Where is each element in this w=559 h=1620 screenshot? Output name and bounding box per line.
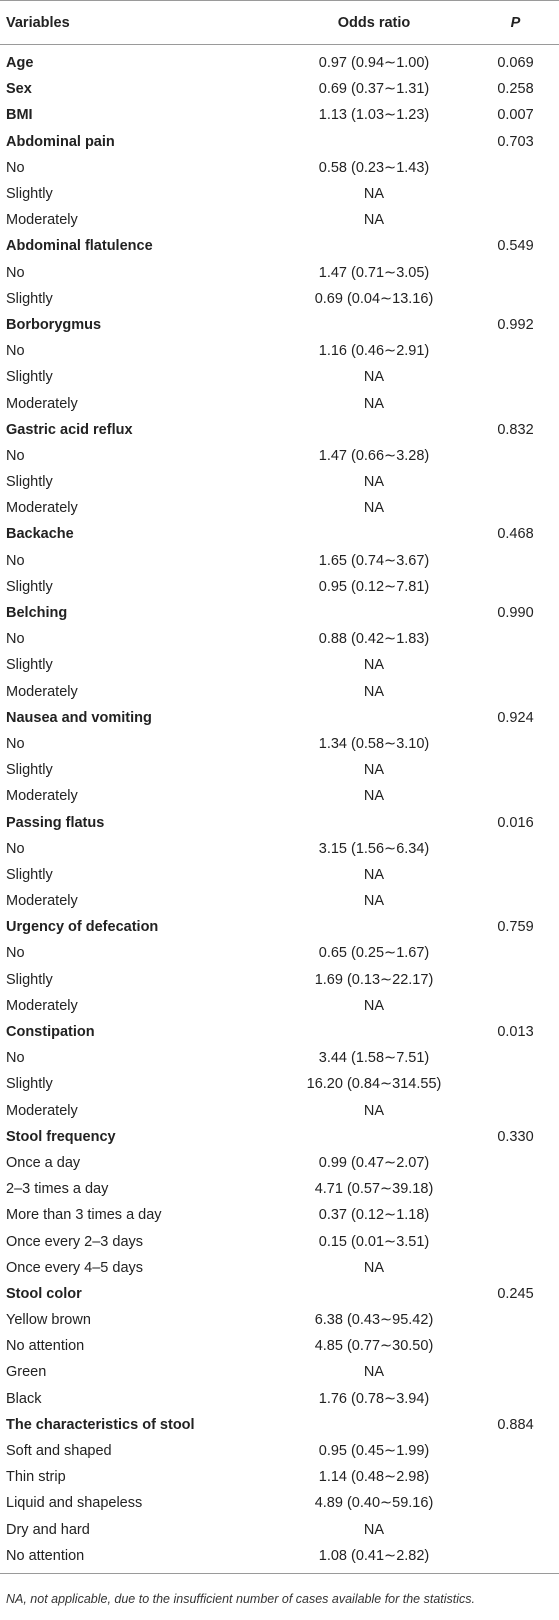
odds-ratio-cell: NA xyxy=(363,788,385,805)
variable-cell: Slightly xyxy=(6,866,53,883)
odds-ratio-cell: 0.99 (0.47∼2.07) xyxy=(318,1154,430,1171)
p-value-cell xyxy=(472,1071,559,1097)
odds-ratio-cell: 1.13 (1.03∼1.23) xyxy=(318,107,430,124)
header-variables: Variables xyxy=(0,1,276,45)
variable-cell: Slightly xyxy=(6,186,53,203)
table-row xyxy=(0,836,559,862)
variable-cell: No xyxy=(6,631,25,648)
table-row xyxy=(0,574,559,600)
table-row xyxy=(0,1255,559,1281)
p-value-cell xyxy=(472,574,559,600)
table-row xyxy=(0,1045,559,1071)
table-row xyxy=(0,626,559,652)
variable-cell: Moderately xyxy=(6,212,78,229)
table-body xyxy=(0,45,559,1574)
odds-ratio-cell: NA xyxy=(363,212,385,229)
p-value-cell: 0.069 xyxy=(497,55,534,72)
group-row xyxy=(0,809,559,835)
odds-ratio-cell: NA xyxy=(363,683,385,700)
variable-cell: Slightly xyxy=(6,657,53,674)
odds-ratio-cell: 0.37 (0.12∼1.18) xyxy=(318,1207,430,1224)
odds-ratio-cell: NA xyxy=(363,762,385,779)
odds-ratio-cell: NA xyxy=(363,866,385,883)
p-value-cell xyxy=(472,1045,559,1071)
variable-cell: Slightly xyxy=(6,971,53,988)
variable-cell: Once every 4–5 days xyxy=(6,1259,144,1276)
table-row xyxy=(0,1228,559,1254)
p-value-cell: 0.990 xyxy=(497,605,534,622)
p-value-cell xyxy=(472,207,559,233)
odds-ratio-cell: 0.97 (0.94∼1.00) xyxy=(318,55,430,72)
variable-cell: No xyxy=(6,552,25,569)
variable-cell: Backache xyxy=(6,526,74,543)
odds-ratio-cell: 0.95 (0.12∼7.81) xyxy=(318,578,430,595)
variable-cell: No xyxy=(6,159,25,176)
p-value-cell xyxy=(472,548,559,574)
table-footnote: NA, not applicable, due to the insufficient number of cases available for the statistics. xyxy=(6,1592,476,1606)
variable-cell: Moderately xyxy=(6,395,78,412)
variable-cell: No attention xyxy=(0,1543,276,1574)
variable-cell: Slightly xyxy=(6,369,53,386)
p-value-cell: 0.013 xyxy=(497,1024,534,1041)
variable-cell: Thin strip xyxy=(6,1469,66,1486)
odds-ratio-cell xyxy=(276,129,472,155)
variable-cell: No xyxy=(6,735,25,752)
odds-ratio-cell: 3.44 (1.58∼7.51) xyxy=(318,1050,430,1067)
group-row xyxy=(0,1412,559,1438)
group-row xyxy=(0,521,559,547)
odds-ratio-cell: NA xyxy=(363,1259,385,1276)
odds-ratio-cell xyxy=(276,914,472,940)
p-value-cell: 0.007 xyxy=(497,107,534,124)
odds-ratio-cell xyxy=(276,1124,472,1150)
table-row xyxy=(0,495,559,521)
odds-ratio-cell: 6.38 (0.43∼95.42) xyxy=(314,1312,434,1329)
table-row xyxy=(0,731,559,757)
table-row xyxy=(0,940,559,966)
variable-cell: Gastric acid reflux xyxy=(6,421,133,438)
group-row xyxy=(0,417,559,443)
variable-cell: Moderately xyxy=(6,1102,78,1119)
group-row xyxy=(0,45,559,77)
odds-ratio-cell: 1.65 (0.74∼3.67) xyxy=(318,552,430,569)
p-value-cell xyxy=(472,1464,559,1490)
odds-ratio-cell: 0.15 (0.01∼3.51) xyxy=(318,1233,430,1250)
group-row xyxy=(0,705,559,731)
variable-cell: The characteristics of stool xyxy=(6,1416,195,1433)
variable-cell: No xyxy=(6,343,25,360)
variable-cell: Stool frequency xyxy=(6,1128,116,1145)
table-row xyxy=(0,390,559,416)
p-value-cell: 0.468 xyxy=(497,526,534,543)
p-value-cell: 0.258 xyxy=(497,81,534,98)
table-row xyxy=(0,286,559,312)
group-row xyxy=(0,1281,559,1307)
odds-ratio-cell: NA xyxy=(363,369,385,386)
table-row xyxy=(0,155,559,181)
table-row xyxy=(0,1386,559,1412)
variable-cell: Moderately xyxy=(6,683,78,700)
header-odds-ratio: Odds ratio xyxy=(276,1,472,45)
variable-cell: No xyxy=(6,840,25,857)
group-row xyxy=(0,1124,559,1150)
variable-cell: Borborygmus xyxy=(6,316,102,333)
p-value-cell xyxy=(472,626,559,652)
variable-cell: Moderately xyxy=(6,893,78,910)
p-value-cell xyxy=(472,888,559,914)
p-value-cell xyxy=(472,862,559,888)
variable-cell: Belching xyxy=(6,605,68,622)
odds-ratio-cell: 0.95 (0.45∼1.99) xyxy=(318,1443,430,1460)
group-row xyxy=(0,312,559,338)
p-value-cell xyxy=(472,1150,559,1176)
table-row xyxy=(0,364,559,390)
p-value-cell xyxy=(472,390,559,416)
variable-cell: Yellow brown xyxy=(6,1312,91,1329)
table-row xyxy=(0,783,559,809)
odds-ratio-cell: 16.20 (0.84∼314.55) xyxy=(306,1076,442,1093)
odds-ratio-cell: 1.47 (0.71∼3.05) xyxy=(318,264,430,281)
p-value-cell xyxy=(472,1386,559,1412)
odds-ratio-cell: 1.69 (0.13∼22.17) xyxy=(314,971,434,988)
odds-ratio-cell: 4.71 (0.57∼39.18) xyxy=(314,1181,434,1198)
odds-ratio-cell: 3.15 (1.56∼6.34) xyxy=(318,840,430,857)
table-header xyxy=(0,1,559,45)
odds-ratio-cell: NA xyxy=(363,1521,385,1538)
p-value-cell xyxy=(472,364,559,390)
variable-cell: Slightly xyxy=(6,474,53,491)
p-value-cell xyxy=(472,1438,559,1464)
odds-ratio-cell: NA xyxy=(363,1102,385,1119)
table-row xyxy=(0,1202,559,1228)
p-value-cell xyxy=(472,286,559,312)
odds-ratio-cell: 0.88 (0.42∼1.83) xyxy=(318,631,430,648)
p-value-cell xyxy=(472,1490,559,1516)
table-row xyxy=(0,1517,559,1543)
table-row xyxy=(0,862,559,888)
variable-cell: Slightly xyxy=(6,578,53,595)
table-row xyxy=(0,1543,559,1574)
variable-cell: Passing flatus xyxy=(6,814,105,831)
variable-cell: 2–3 times a day xyxy=(6,1181,109,1198)
table-row xyxy=(0,967,559,993)
variable-cell: Abdominal pain xyxy=(6,133,115,150)
table-row xyxy=(0,1359,559,1385)
p-value-cell xyxy=(472,1517,559,1543)
variable-cell: Urgency of defecation xyxy=(6,919,159,936)
p-value-cell xyxy=(472,757,559,783)
odds-ratio-cell: 4.85 (0.77∼30.50) xyxy=(314,1338,434,1355)
group-row xyxy=(0,233,559,259)
p-value-cell: 0.549 xyxy=(497,238,534,255)
table-row xyxy=(0,679,559,705)
odds-ratio-cell xyxy=(276,1019,472,1045)
variable-cell: No xyxy=(6,945,25,962)
p-value-cell xyxy=(472,443,559,469)
odds-ratio-cell: 1.47 (0.66∼3.28) xyxy=(318,447,430,464)
header-p: P xyxy=(472,1,559,45)
p-value-cell: 0.832 xyxy=(497,421,534,438)
odds-ratio-cell: NA xyxy=(363,893,385,910)
variable-cell: More than 3 times a day xyxy=(6,1207,162,1224)
variable-cell: Age xyxy=(6,55,34,72)
odds-ratio-cell: NA xyxy=(363,657,385,674)
odds-ratio-cell: 0.65 (0.25∼1.67) xyxy=(318,945,430,962)
variable-cell: Black xyxy=(6,1390,42,1407)
group-row xyxy=(0,102,559,128)
p-value-cell xyxy=(472,181,559,207)
variable-cell: BMI xyxy=(6,107,33,124)
odds-ratio-cell xyxy=(276,600,472,626)
table-row xyxy=(0,1333,559,1359)
p-value-cell xyxy=(472,155,559,181)
variable-cell: No attention xyxy=(6,1338,85,1355)
p-value-cell xyxy=(472,679,559,705)
p-value-cell xyxy=(472,1359,559,1385)
odds-ratio-cell xyxy=(276,809,472,835)
odds-ratio-cell: NA xyxy=(363,474,385,491)
variable-cell: Liquid and shapeless xyxy=(6,1495,143,1512)
odds-ratio-cell: NA xyxy=(363,186,385,203)
variable-cell: Sex xyxy=(6,81,32,98)
table-row xyxy=(0,443,559,469)
odds-ratio-cell xyxy=(276,1281,472,1307)
odds-ratio-cell: NA xyxy=(363,1364,385,1381)
odds-ratio-cell xyxy=(276,417,472,443)
table-row xyxy=(0,1464,559,1490)
group-row xyxy=(0,76,559,102)
table-row xyxy=(0,260,559,286)
odds-ratio-cell: NA xyxy=(363,500,385,517)
odds-ratio-cell: 1.14 (0.48∼2.98) xyxy=(318,1469,430,1486)
table-row xyxy=(0,338,559,364)
p-value-cell xyxy=(472,940,559,966)
group-row xyxy=(0,1019,559,1045)
variable-cell: Moderately xyxy=(6,997,78,1014)
variable-cell: Moderately xyxy=(6,500,78,517)
table-row xyxy=(0,1490,559,1516)
p-value-cell xyxy=(472,1202,559,1228)
p-value-cell: 0.016 xyxy=(497,814,534,831)
variable-cell: Once a day xyxy=(6,1154,81,1171)
variable-cell: No xyxy=(6,1050,25,1067)
variable-cell: No xyxy=(6,264,25,281)
table-row xyxy=(0,1098,559,1124)
table-row xyxy=(0,1307,559,1333)
odds-ratio-cell xyxy=(276,233,472,259)
group-row xyxy=(0,914,559,940)
odds-ratio-cell: 0.58 (0.23∼1.43) xyxy=(318,159,430,176)
table-row xyxy=(0,181,559,207)
table-row xyxy=(0,1176,559,1202)
p-value-cell: 0.245 xyxy=(497,1285,534,1302)
variable-cell: Nausea and vomiting xyxy=(6,709,152,726)
variable-cell: Once every 2–3 days xyxy=(6,1233,144,1250)
odds-ratio-cell: 1.16 (0.46∼2.91) xyxy=(318,343,430,360)
odds-ratio-cell: NA xyxy=(363,997,385,1014)
odds-ratio-cell xyxy=(276,705,472,731)
variable-cell: Dry and hard xyxy=(6,1521,90,1538)
p-value-cell xyxy=(472,652,559,678)
group-row xyxy=(0,129,559,155)
p-value-cell xyxy=(472,836,559,862)
variable-cell: Green xyxy=(6,1364,47,1381)
p-value-cell xyxy=(472,731,559,757)
variable-cell: Constipation xyxy=(6,1024,95,1041)
table-row xyxy=(0,1150,559,1176)
table-row xyxy=(0,207,559,233)
p-value-cell xyxy=(472,1333,559,1359)
group-row xyxy=(0,600,559,626)
p-value-cell xyxy=(472,495,559,521)
table-row xyxy=(0,652,559,678)
variable-cell: Moderately xyxy=(6,788,78,805)
variable-cell: Slightly xyxy=(6,762,53,779)
odds-ratio-cell: 0.69 (0.37∼1.31) xyxy=(318,81,430,98)
p-value-cell: 0.703 xyxy=(497,133,534,150)
odds-ratio-cell: 1.34 (0.58∼3.10) xyxy=(318,735,430,752)
p-value-cell xyxy=(472,783,559,809)
table-row xyxy=(0,469,559,495)
variable-cell: Slightly xyxy=(6,290,53,307)
odds-ratio-cell: NA xyxy=(363,395,385,412)
p-value-cell xyxy=(472,1255,559,1281)
p-value-cell: 0.759 xyxy=(497,919,534,936)
p-value-cell xyxy=(472,1228,559,1254)
p-value-cell xyxy=(472,338,559,364)
p-value-cell xyxy=(472,1543,559,1574)
variable-cell: Abdominal flatulence xyxy=(6,238,153,255)
p-value-cell: 0.992 xyxy=(497,316,534,333)
table-row xyxy=(0,993,559,1019)
table-row xyxy=(0,1438,559,1464)
header-row xyxy=(0,1,559,45)
odds-ratio-cell xyxy=(276,521,472,547)
table-row xyxy=(0,1071,559,1097)
p-value-cell xyxy=(472,993,559,1019)
p-value-cell xyxy=(472,967,559,993)
odds-ratio-cell xyxy=(276,312,472,338)
odds-ratio-cell: 4.89 (0.40∼59.16) xyxy=(314,1495,434,1512)
variable-cell: Stool color xyxy=(6,1285,82,1302)
odds-ratio-cell: 0.69 (0.04∼13.16) xyxy=(314,290,434,307)
table-row xyxy=(0,888,559,914)
variable-cell: No xyxy=(6,447,25,464)
odds-ratio-cell xyxy=(276,1412,472,1438)
p-value-cell: 0.884 xyxy=(497,1416,534,1433)
p-value-cell: 0.330 xyxy=(497,1128,534,1145)
p-value-cell xyxy=(472,469,559,495)
variable-cell: Soft and shaped xyxy=(6,1443,112,1460)
variable-cell: Slightly xyxy=(6,1076,53,1093)
p-value-cell xyxy=(472,1098,559,1124)
p-value-cell xyxy=(472,1176,559,1202)
p-value-cell xyxy=(472,260,559,286)
p-value-cell xyxy=(472,1307,559,1333)
p-value-cell: 0.924 xyxy=(497,709,534,726)
odds-ratio-cell: 1.08 (0.41∼2.82) xyxy=(276,1543,472,1574)
odds-ratio-cell: 1.76 (0.78∼3.94) xyxy=(318,1390,430,1407)
table-row xyxy=(0,548,559,574)
table-row xyxy=(0,757,559,783)
